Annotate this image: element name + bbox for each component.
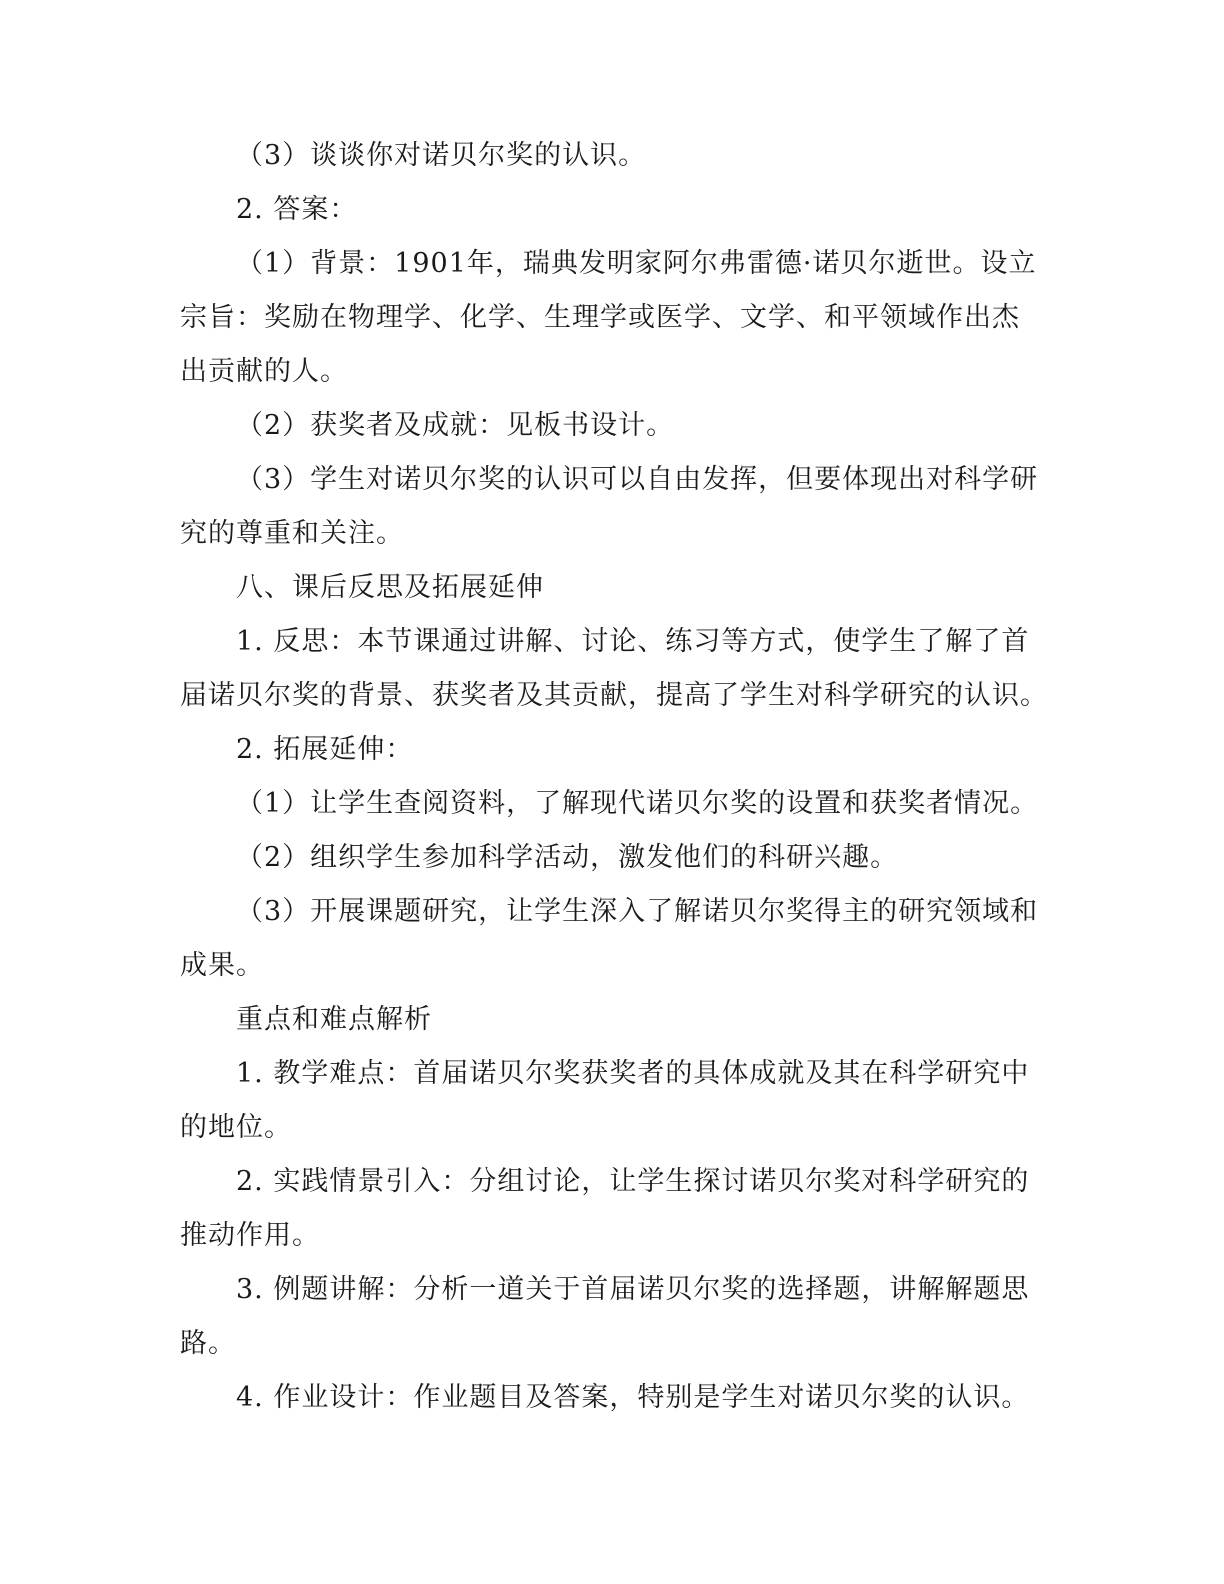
section-heading: 重点和难点解析 xyxy=(236,1004,432,1035)
text-line: 的地位。 xyxy=(180,1112,292,1143)
text-line: （1）让学生查阅资料，了解现代诺贝尔奖的设置和获奖者情况。 xyxy=(236,788,1039,819)
text-line: 路。 xyxy=(180,1328,236,1359)
text-line: （3）谈谈你对诺贝尔奖的认识。 xyxy=(236,140,647,171)
text-line: 4. 作业设计：作业题目及答案，特别是学生对诺贝尔奖的认识。 xyxy=(236,1382,1030,1413)
text-line: （3）学生对诺贝尔奖的认识可以自由发挥，但要体现出对科学研 xyxy=(236,464,1039,495)
text-line: 2. 拓展延伸： xyxy=(236,734,414,765)
text-line: （1）背景：1901年，瑞典发明家阿尔弗雷德·诺贝尔逝世。设立 xyxy=(236,248,1037,279)
text-line: 2. 答案： xyxy=(236,194,358,225)
text-line: 2. 实践情景引入：分组讨论，让学生探讨诺贝尔奖对科学研究的 xyxy=(236,1166,1030,1197)
text-line: （2）组织学生参加科学活动，激发他们的科研兴趣。 xyxy=(236,842,899,873)
text-line: 1. 反思：本节课通过讲解、讨论、练习等方式，使学生了解了首 xyxy=(236,626,1030,657)
text-line: 1. 教学难点：首届诺贝尔奖获奖者的具体成就及其在科学研究中 xyxy=(236,1058,1030,1089)
text-line: （3）开展课题研究，让学生深入了解诺贝尔奖得主的研究领域和 xyxy=(236,896,1039,927)
text-line: 究的尊重和关注。 xyxy=(180,518,404,549)
text-line: （2）获奖者及成就：见板书设计。 xyxy=(236,410,675,441)
text-line: 届诺贝尔奖的背景、获奖者及其贡献，提高了学生对科学研究的认识。 xyxy=(180,680,1048,711)
text-line: 出贡献的人。 xyxy=(180,356,348,387)
text-line: 3. 例题讲解：分析一道关于首届诺贝尔奖的选择题，讲解解题思 xyxy=(236,1274,1030,1305)
section-heading: 八、课后反思及拓展延伸 xyxy=(236,572,544,603)
text-line: 成果。 xyxy=(180,950,264,981)
text-line: 推动作用。 xyxy=(180,1220,320,1251)
text-line: 宗旨：奖励在物理学、化学、生理学或医学、文学、和平领域作出杰 xyxy=(180,302,1020,333)
